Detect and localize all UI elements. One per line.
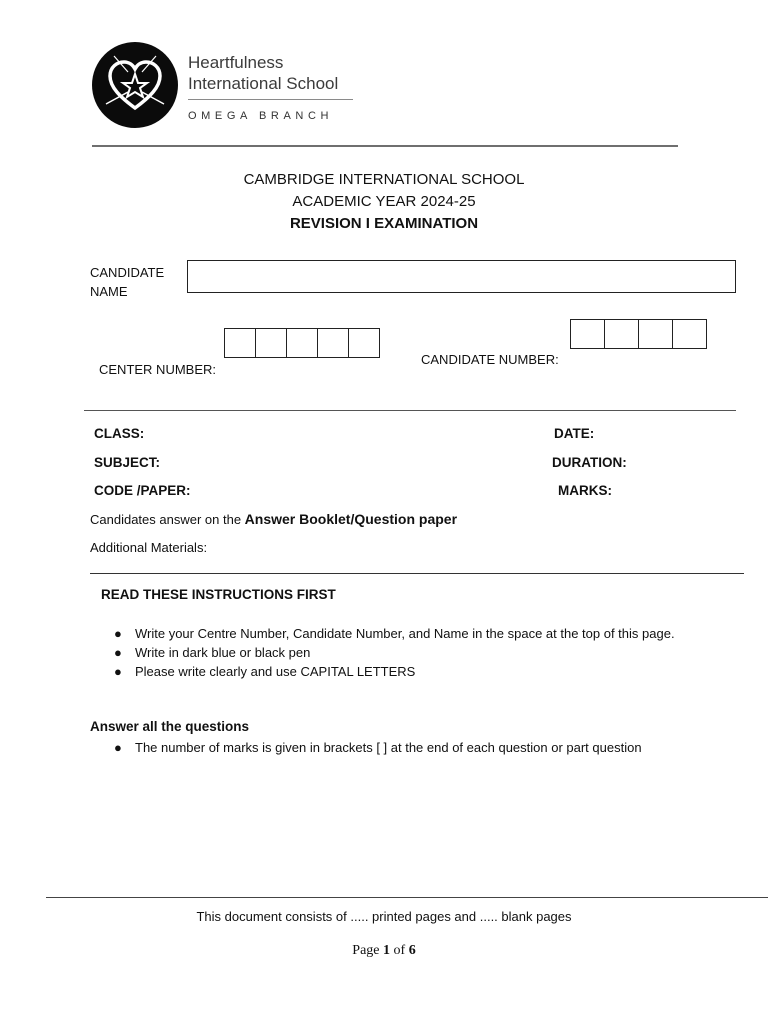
candidate-name-label-line2: NAME: [90, 284, 128, 299]
instructions-divider: [90, 573, 744, 574]
answer-all-list: [114, 738, 735, 757]
marks-label: MARKS:: [558, 483, 612, 498]
center-number-label: CENTER NUMBER:: [99, 362, 217, 377]
center-number-digit-box[interactable]: [286, 328, 318, 358]
list-item: [114, 643, 695, 662]
answer-all-heading: Answer all the questions: [90, 719, 250, 734]
candidate-number-digit-box[interactable]: [638, 319, 673, 349]
answer-all-text: The number of marks is given in brackets [ ] at the end of each question or part question: [135, 740, 642, 755]
answer-on-prefix: Candidates answer on the: [90, 512, 245, 527]
candidate-name-label-line1: CANDIDATE: [90, 265, 165, 280]
bullet-dot-icon: ●: [114, 626, 122, 641]
additional-materials-label: Additional Materials:: [90, 540, 208, 555]
duration-label: DURATION:: [552, 455, 627, 470]
instructions-heading: READ THESE INSTRUCTIONS FIRST: [101, 587, 336, 602]
exam-board-title: CAMBRIDGE INTERNATIONAL SCHOOL: [243, 171, 525, 188]
branch-name: OMEGA BRANCH: [188, 110, 334, 122]
candidate-name-field[interactable]: [187, 260, 736, 293]
answer-on-emphasis: Answer Booklet/Question paper: [244, 511, 458, 527]
instructions-list: [114, 624, 695, 681]
page-number: [0, 943, 768, 959]
instruction-text: Write your Centre Number, Candidate Number, and Name in the space at the top of this page.: [135, 626, 675, 641]
center-number-digit-box[interactable]: [255, 328, 287, 358]
bullet-dot-icon: ●: [114, 645, 122, 660]
bullet-dot-icon: ●: [114, 664, 122, 679]
answer-on-line: [90, 511, 457, 527]
instruction-text: Please write clearly and use CAPITAL LETTERS: [135, 664, 416, 679]
candidate-number-digit-box[interactable]: [604, 319, 639, 349]
heart-star-emblem-icon: [92, 42, 178, 128]
school-logo: [92, 42, 178, 128]
class-label: CLASS:: [94, 426, 145, 441]
logo-divider: [188, 99, 353, 100]
page-of: of: [390, 943, 409, 958]
candidate-number-digit-box[interactable]: [570, 319, 605, 349]
bullet-dot-icon: ●: [114, 740, 122, 755]
candidate-number-digit-box[interactable]: [672, 319, 707, 349]
academic-year: ACADEMIC YEAR 2024-25: [292, 193, 476, 210]
center-number-boxes: [224, 328, 380, 358]
list-item: [114, 738, 735, 757]
page-count-note: This document consists of ..... printed pages and ..... blank pages: [196, 909, 572, 924]
exam-title: REVISION I EXAMINATION: [289, 215, 479, 232]
date-label: DATE:: [554, 426, 595, 441]
page-current: 1: [383, 943, 391, 958]
school-name: [188, 52, 338, 94]
page-prefix: Page: [352, 943, 384, 958]
candidate-number-label: CANDIDATE NUMBER:: [421, 352, 559, 367]
code-paper-label: CODE /PAPER:: [94, 483, 191, 498]
instruction-text: Write in dark blue or black pen: [135, 645, 311, 660]
center-number-digit-box[interactable]: [348, 328, 380, 358]
school-name-line2: International School: [188, 74, 339, 93]
list-item: [114, 624, 695, 643]
candidate-name-label: [90, 263, 164, 301]
center-number-digit-box[interactable]: [224, 328, 256, 358]
page-total: 6: [408, 943, 416, 958]
school-name-line1: Heartfulness: [188, 53, 284, 72]
center-number-digit-box[interactable]: [317, 328, 349, 358]
subject-label: SUBJECT:: [94, 455, 161, 470]
section-divider: [84, 410, 736, 411]
header-divider: [92, 145, 678, 147]
list-item: [114, 662, 695, 681]
footer-divider: [46, 897, 768, 898]
candidate-number-boxes: [570, 319, 707, 349]
